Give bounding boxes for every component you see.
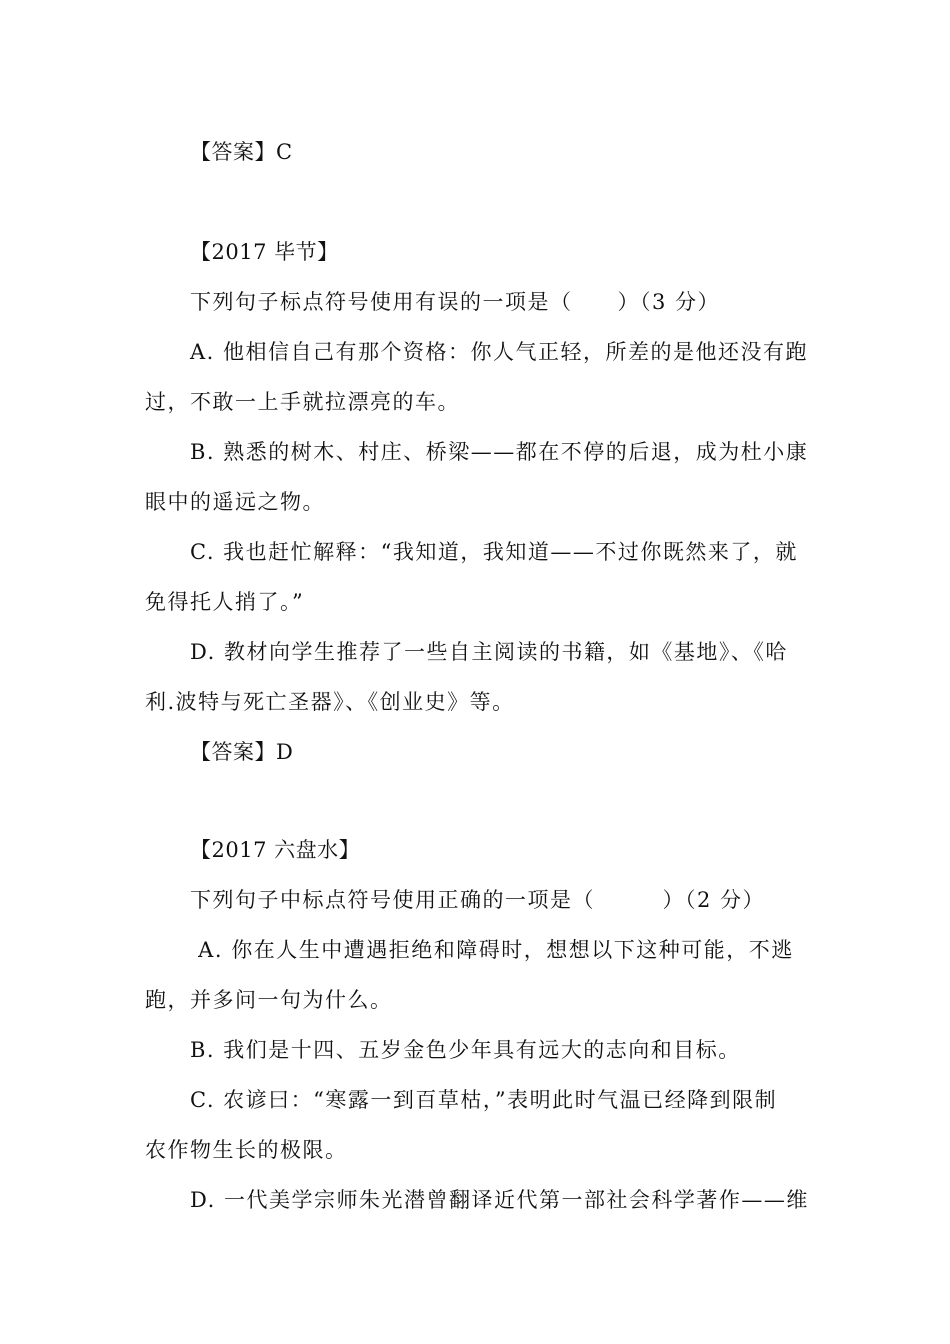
option-d-line-2: 利.波特与死亡圣器》、《创业史》等。 bbox=[145, 690, 515, 714]
question-text-1: 下列句子标点符号使用有误的一项是（ ）（3 分） bbox=[190, 290, 721, 314]
option-c-line-2: 免得托人捎了。” bbox=[145, 590, 305, 614]
option-c-line-1: C. 我也赶忙解释：“我知道，我知道——不过你既然来了，就 bbox=[190, 540, 798, 564]
section-header-bijie: 【2017 毕节】 bbox=[190, 240, 339, 264]
option-c-line-1: C. 农谚曰：“寒露一到百草枯，”表明此时气温已经降到限制 bbox=[190, 1088, 778, 1112]
option-b-line-1: B. 熟悉的树木、村庄、桥梁——都在不停的后退，成为杜小康 bbox=[190, 440, 809, 464]
section-header-liupanshui: 【2017 六盘水】 bbox=[190, 838, 361, 862]
option-d-line-1: D. 一代美学宗师朱光潜曾翻译近代第一部社会科学著作——维 bbox=[190, 1188, 809, 1212]
option-b-line-2: 眼中的遥远之物。 bbox=[145, 490, 325, 514]
option-a-line-2: 跑，并多问一句为什么。 bbox=[145, 988, 393, 1012]
answer-2: 【答案】D bbox=[190, 740, 294, 764]
option-a-line-1: A. 你在人生中遭遇拒绝和障碍时，想想以下这种可能，不逃 bbox=[190, 938, 794, 962]
option-a-line-1: A. 他相信自己有那个资格：你人气正轻，所差的是他还没有跑 bbox=[190, 340, 809, 364]
option-b-line-1: B. 我们是十四、五岁金色少年具有远大的志向和目标。 bbox=[190, 1038, 741, 1062]
option-a-line-2: 过，不敢一上手就拉漂亮的车。 bbox=[145, 390, 460, 414]
option-d-line-1: D. 教材向学生推荐了一些自主阅读的书籍，如《基地》、《哈 bbox=[190, 640, 788, 664]
answer-1: 【答案】C bbox=[190, 140, 293, 164]
question-text-2: 下列句子中标点符号使用正确的一项是（ ）（2 分） bbox=[190, 888, 766, 912]
option-c-line-2: 农作物生长的极限。 bbox=[145, 1138, 348, 1162]
